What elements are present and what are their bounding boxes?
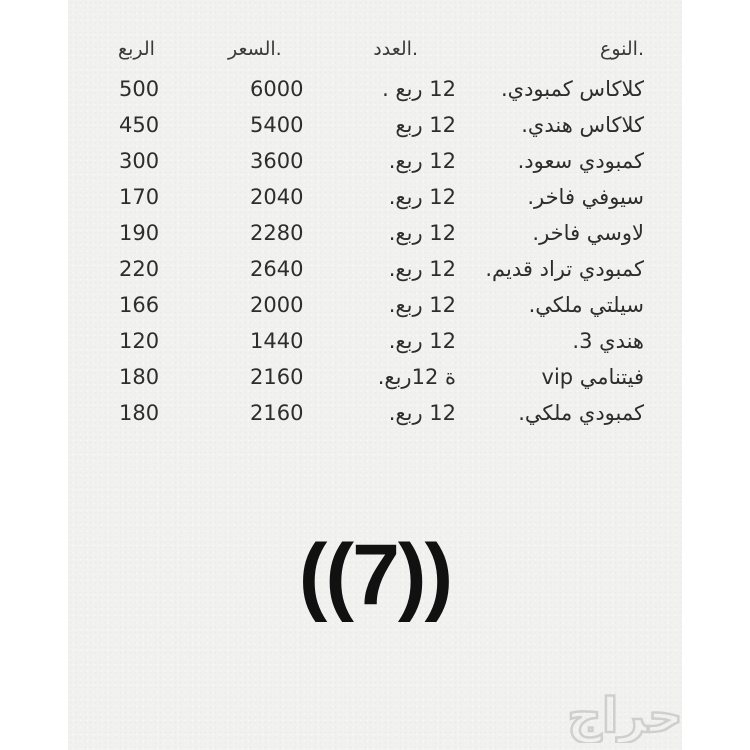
item-count: 12 ربع.	[388, 329, 456, 353]
table-row	[68, 74, 682, 110]
header-price: السعر.	[228, 38, 282, 60]
item-price: 6000	[250, 77, 304, 101]
item-type: لاوسي فاخر.	[532, 221, 644, 245]
watermark-text: حراج	[567, 688, 683, 743]
item-count: 12 ربع.	[388, 221, 456, 245]
item-quarter-price: 170	[119, 185, 160, 209]
header-type: النوع.	[599, 38, 644, 60]
item-quarter-price: 120	[119, 329, 160, 353]
haraj-logo-watermark	[505, 688, 745, 743]
table-row	[68, 146, 682, 182]
item-price: 2040	[250, 185, 304, 209]
table-row	[68, 110, 682, 146]
item-quarter-price: 300	[119, 149, 160, 173]
item-type: كمبودي سعود.	[517, 149, 644, 173]
item-count: 12 ربع.	[388, 401, 456, 425]
item-quarter-price: 166	[119, 293, 160, 317]
item-type: سيوفي فاخر.	[527, 185, 644, 209]
item-type: كمبودي ملكي.	[518, 401, 644, 425]
item-count: 12 ربع.	[388, 257, 456, 281]
item-count: ة 12ربع.	[377, 365, 456, 389]
item-price: 2640	[250, 257, 304, 281]
table-row	[68, 362, 682, 398]
table-row	[68, 290, 682, 326]
item-count: 12 ربع.	[388, 149, 456, 173]
item-type: كلاكاس هندي.	[521, 113, 644, 137]
item-count: 12 ربع.	[388, 293, 456, 317]
item-type: فيتنامي vip	[541, 365, 644, 389]
item-quarter-price: 220	[119, 257, 160, 281]
item-price: 2160	[250, 401, 304, 425]
item-quarter-price: 500	[119, 77, 160, 101]
item-type: كلاكاس كمبودي.	[500, 77, 644, 101]
item-count: 12 ربع	[395, 113, 456, 137]
item-type: سيلتي ملكي.	[528, 293, 644, 317]
header-count: العدد.	[373, 38, 418, 60]
item-type: هندي 3.	[572, 329, 644, 353]
header-quarter: الربع	[118, 38, 155, 60]
table-row	[68, 398, 682, 434]
page-number: ((7))	[298, 527, 452, 623]
table-row	[68, 182, 682, 218]
item-price: 2000	[250, 293, 304, 317]
item-price: 1440	[250, 329, 304, 353]
item-quarter-price: 450	[119, 113, 160, 137]
table-row	[68, 218, 682, 254]
price-list-page	[68, 0, 682, 750]
table-row	[68, 254, 682, 290]
item-count: 12 ربع .	[382, 77, 456, 101]
table-row	[68, 326, 682, 362]
item-price: 5400	[250, 113, 304, 137]
item-price: 3600	[250, 149, 304, 173]
item-type: كمبودي تراد قديم.	[485, 257, 644, 281]
item-count: 12 ربع.	[388, 185, 456, 209]
item-quarter-price: 180	[119, 401, 160, 425]
item-quarter-price: 190	[119, 221, 160, 245]
item-quarter-price: 180	[119, 365, 160, 389]
item-price: 2280	[250, 221, 304, 245]
item-price: 2160	[250, 365, 304, 389]
